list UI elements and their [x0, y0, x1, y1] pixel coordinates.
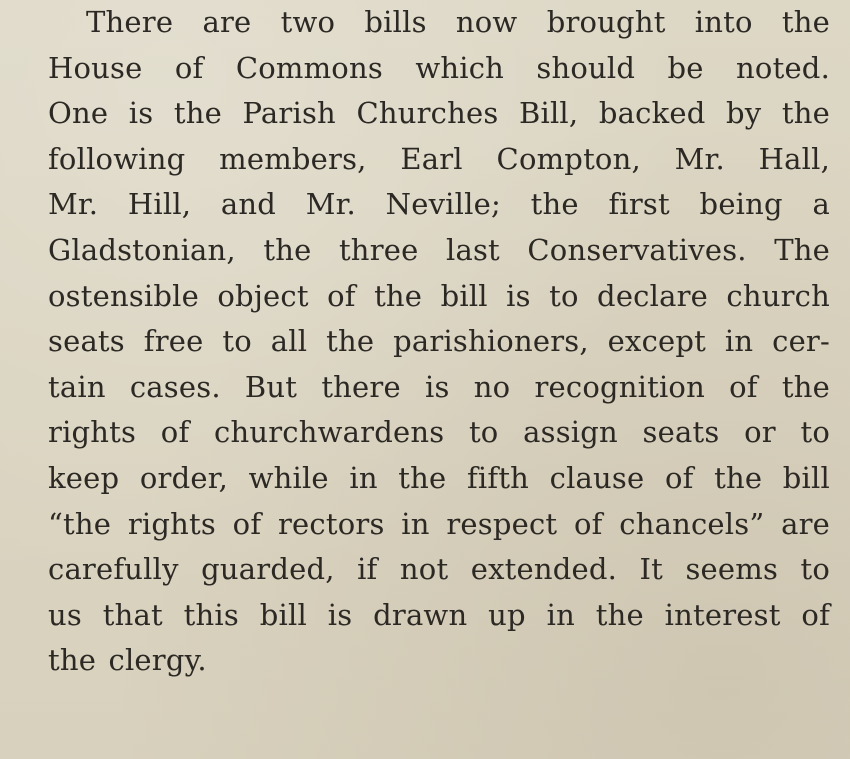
text-line-9: tain cases. But there is no recognition of the — [48, 369, 830, 404]
text-line-13: carefully guarded, if not extended. It seems to — [48, 552, 830, 587]
text-line-2: House of Commons which should be noted. — [48, 50, 830, 85]
text-line-3: One is the Parish Churches Bill, backed by the — [48, 96, 830, 131]
text-line-12: “the rights of rectors in respect of chancels” are — [48, 506, 830, 541]
text-line-4: following members, Earl Compton, Mr. Hall, — [48, 141, 830, 176]
text-line-7: ostensible object of the bill is to declare church — [48, 278, 830, 313]
text-line-14: us that this bill is drawn up in the interest of — [48, 597, 830, 632]
text-line-15: the clergy. — [48, 643, 207, 678]
text-line-11: keep order, while in the fifth clause of the bill — [48, 460, 830, 495]
text-line-1: There are two bills now brought into the — [86, 5, 830, 39]
text-line-5: Mr. Hill, and Mr. Neville; the first being a — [48, 187, 830, 222]
text-line-8: seats free to all the parishioners, except in cer- — [48, 324, 830, 359]
text-line-10: rights of churchwardens to assign seats or to — [48, 415, 830, 450]
paragraph — [48, 0, 830, 684]
text-line-6: Gladstonian, the three last Conservatives. The — [48, 232, 830, 267]
